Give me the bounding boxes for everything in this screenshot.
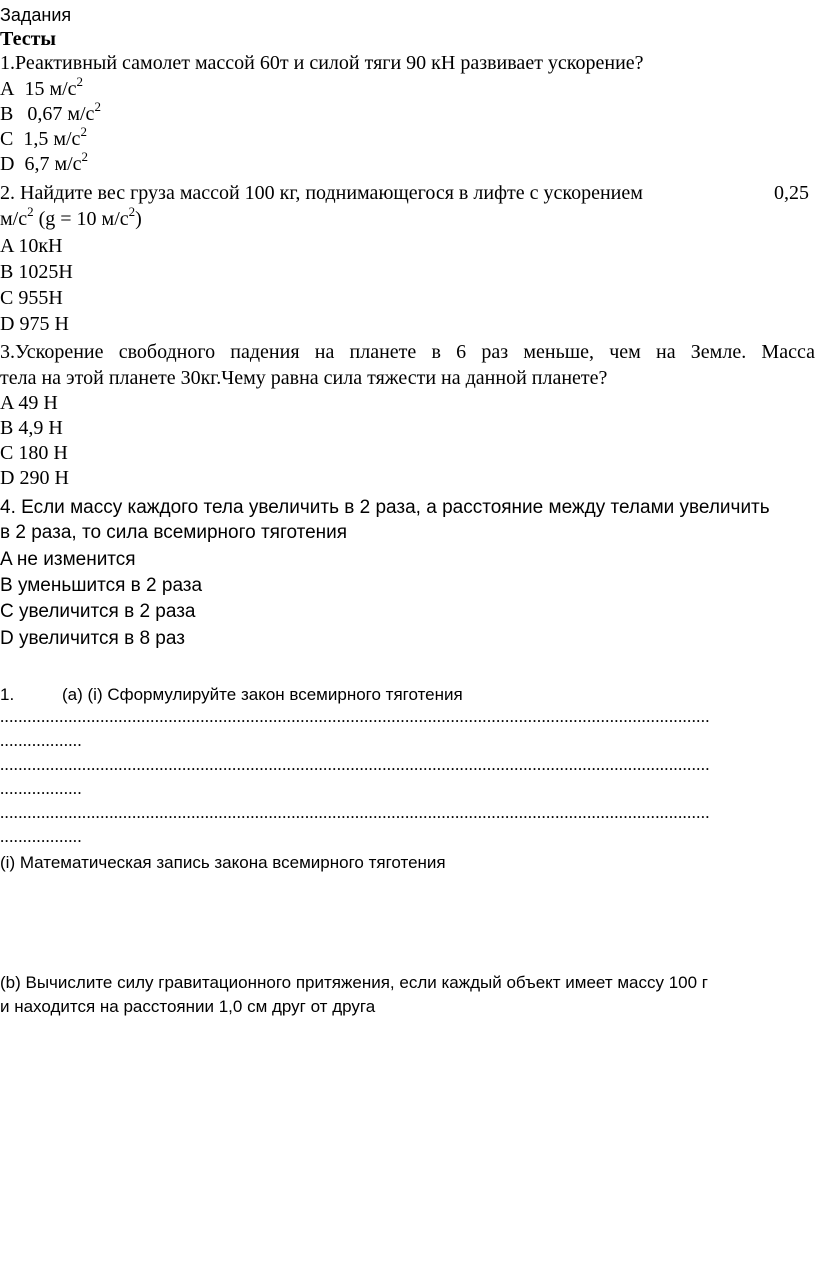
q3-option-a: A 49 Н bbox=[0, 392, 58, 414]
q2-option-c: C 955Н bbox=[0, 287, 63, 309]
exponent: 2 bbox=[76, 74, 84, 90]
unit-text: м/с bbox=[0, 208, 28, 230]
option-value: 1,5 м/с bbox=[23, 128, 81, 150]
answer-dots-line: ............................................................................................................................................................ bbox=[0, 707, 710, 726]
exponent: 2 bbox=[81, 149, 89, 165]
question-3-word: на bbox=[655, 341, 676, 363]
q3-option-c: C 180 Н bbox=[0, 442, 68, 464]
option-label: B bbox=[0, 103, 14, 125]
assignments-label: Задания bbox=[0, 5, 72, 25]
close-paren: ) bbox=[135, 208, 142, 230]
question-3-word: в bbox=[431, 341, 441, 363]
task-part-a-i: (a) (i) Сформулируйте закон всемирного тяготения bbox=[62, 685, 463, 704]
task-part-b-line2: и находится на расстоянии 1,0 см друг от друга bbox=[0, 997, 376, 1016]
question-1: 1.Реактивный самолет массой 60т и силой тяги 90 кН развивает ускорение? bbox=[0, 52, 644, 74]
exponent: 2 bbox=[128, 204, 136, 220]
q1-option-a bbox=[0, 74, 84, 101]
q4-option-c: C увеличится в 2 раза bbox=[0, 601, 196, 622]
question-3-word: 3.Ускорение bbox=[0, 341, 104, 363]
question-3-word: меньше, bbox=[523, 341, 594, 363]
task-part-b-line1: (b) Вычислите силу гравитационного притяжения, если каждый объект имеет массу 100 г bbox=[0, 973, 708, 992]
task-part-i-math: (i) Математическая запись закона всемирного тяготения bbox=[0, 853, 446, 872]
option-label: A bbox=[0, 78, 15, 100]
question-3-word: Земле. bbox=[690, 341, 747, 363]
question-3-word: падения bbox=[230, 341, 300, 363]
question-3-word: на bbox=[314, 341, 335, 363]
tests-heading: Тесты bbox=[0, 28, 57, 50]
question-3-word: 6 bbox=[456, 341, 467, 363]
question-3-word: чем bbox=[609, 341, 641, 363]
answer-dots-short: .................. bbox=[0, 731, 82, 750]
option-label: D bbox=[0, 153, 15, 175]
exponent: 2 bbox=[94, 99, 101, 115]
q3-option-d: D 290 Н bbox=[0, 467, 69, 489]
question-3-line1 bbox=[0, 340, 815, 364]
option-value: 6,7 м/с bbox=[24, 153, 82, 175]
question-3-word: раз bbox=[481, 341, 509, 363]
answer-dots-short: .................. bbox=[0, 827, 82, 846]
question-3-word: Масса bbox=[761, 341, 815, 363]
q2-option-d: D 975 Н bbox=[0, 313, 69, 335]
question-3-word: планете bbox=[349, 341, 417, 363]
task-number: 1. bbox=[0, 685, 15, 704]
question-4-line1: 4. Если массу каждого тела увеличить в 2 раза, а расстояние между телами увеличить bbox=[0, 497, 770, 518]
option-value: 15 м/с bbox=[24, 78, 77, 100]
question-3-word: свободного bbox=[118, 341, 216, 363]
question-2-line1: 2. Найдите вес груза массой 100 кг, поднимающегося в лифте с ускорением bbox=[0, 182, 643, 204]
question-2-value: 0,25 bbox=[774, 182, 809, 204]
q2-option-b: B 1025Н bbox=[0, 261, 73, 283]
option-value: 0,67 м/с bbox=[27, 103, 95, 125]
q3-option-b: B 4,9 Н bbox=[0, 417, 63, 439]
q1-option-d bbox=[0, 149, 89, 176]
q1-option-c bbox=[0, 124, 87, 151]
exponent: 2 bbox=[27, 204, 34, 220]
question-3-line2: тела на этой планете 30кг.Чему равна сила тяжести на данной планете? bbox=[0, 367, 608, 389]
q2-option-a: A 10кН bbox=[0, 235, 63, 257]
q1-option-b bbox=[0, 99, 101, 126]
q4-option-b: B уменьшится в 2 раза bbox=[0, 575, 203, 596]
answer-dots-short: .................. bbox=[0, 779, 82, 798]
q4-option-d: D увеличится в 8 раз bbox=[0, 628, 185, 649]
q4-option-a: A не изменится bbox=[0, 549, 136, 570]
answer-dots-line: ............................................................................................................................................................ bbox=[0, 803, 710, 822]
question-2-line2 bbox=[0, 204, 142, 231]
option-label: C bbox=[0, 128, 14, 150]
question-4-line2: в 2 раза, то сила всемирного тяготения bbox=[0, 522, 348, 543]
exponent: 2 bbox=[80, 124, 87, 140]
answer-dots-line: ............................................................................................................................................................ bbox=[0, 755, 710, 774]
gravity-text: (g = 10 м/с bbox=[33, 208, 129, 230]
